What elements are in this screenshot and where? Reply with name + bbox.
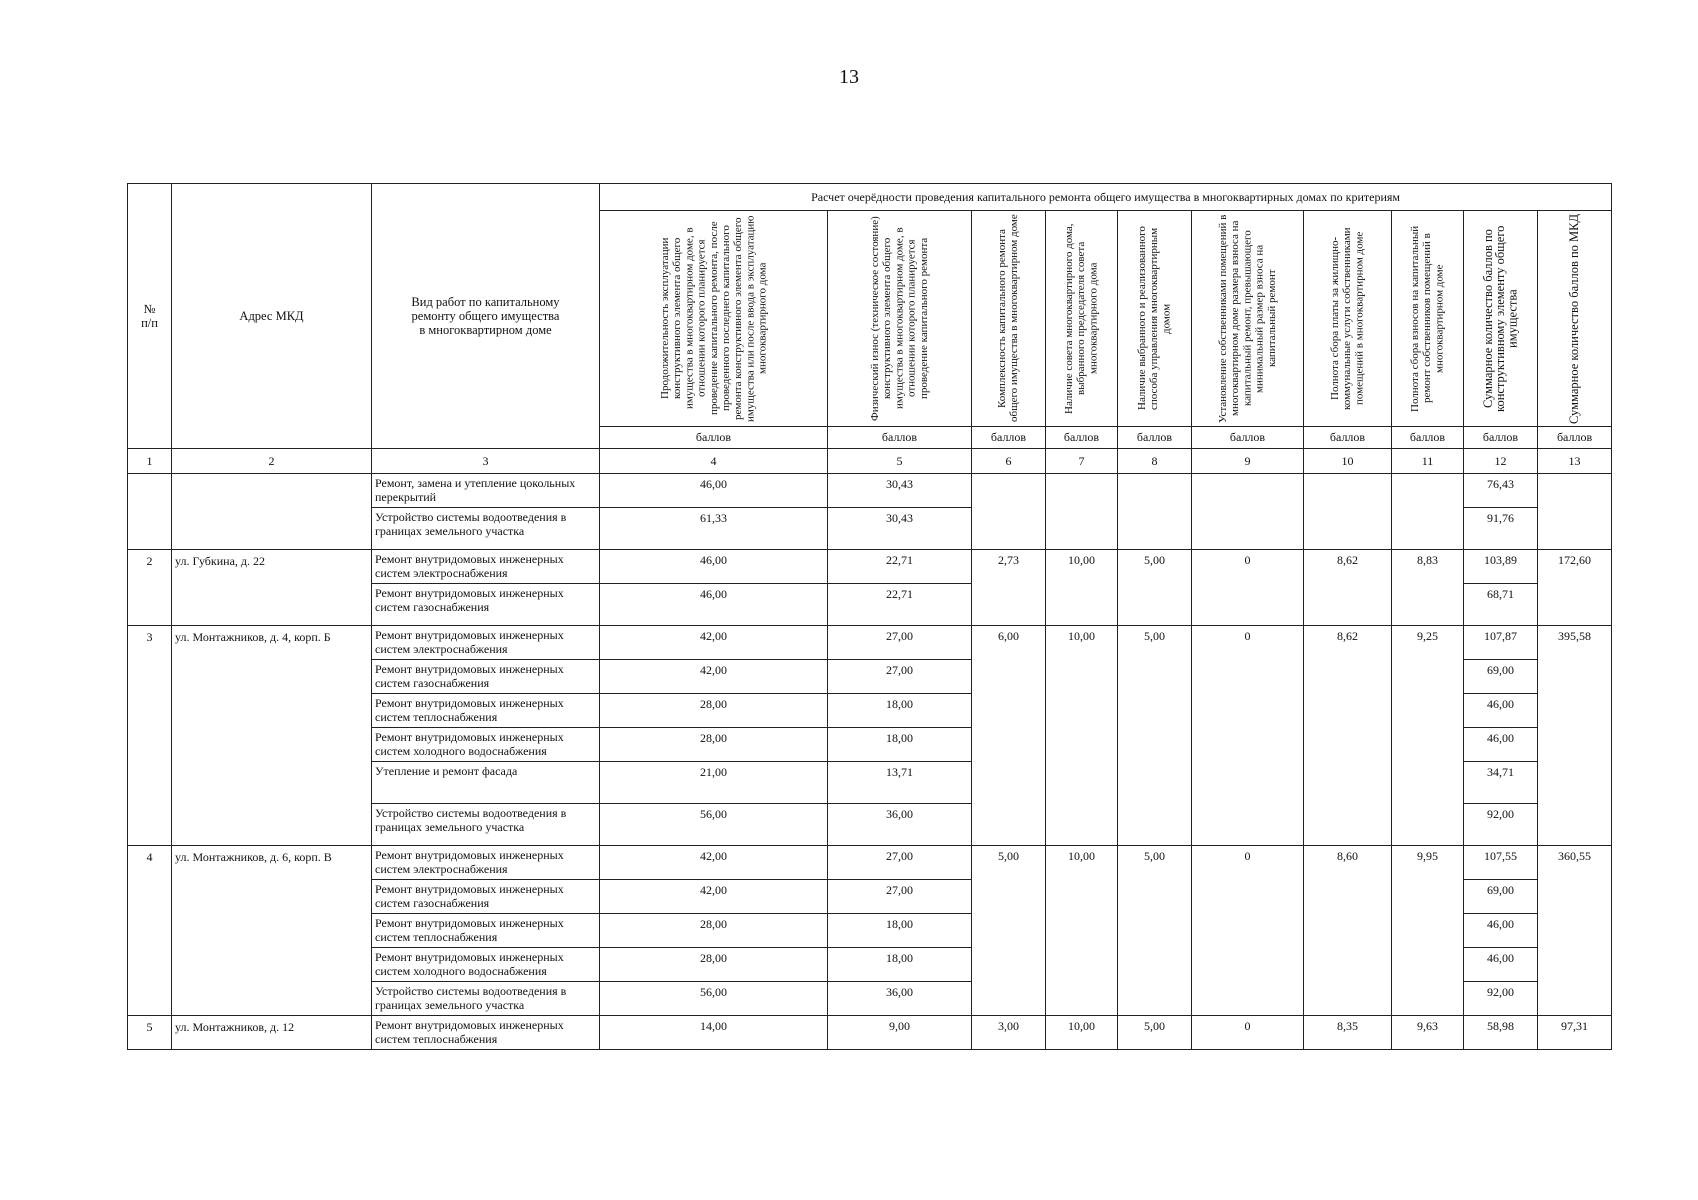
score-council bbox=[1046, 982, 1118, 1016]
column-number: 12 bbox=[1464, 449, 1538, 474]
score-element-total: 68,71 bbox=[1464, 584, 1538, 626]
score-council bbox=[1046, 474, 1118, 508]
score-building-total bbox=[1538, 694, 1612, 728]
score-contrib bbox=[1392, 694, 1464, 728]
score-building-total bbox=[1538, 880, 1612, 914]
score-council: 10,00 bbox=[1046, 626, 1118, 660]
table-row bbox=[128, 914, 1612, 948]
table-row bbox=[128, 982, 1612, 1016]
criterion-header-7 bbox=[1046, 211, 1118, 427]
criterion-label: Установление собственниками помещений в многоквартирном доме размера взноса на капитальный ремонт, превышающего минимальный размер взноса на капитальный ремонт bbox=[1216, 214, 1278, 423]
score-complexity bbox=[972, 804, 1046, 846]
row-number: 3 bbox=[128, 626, 172, 660]
row-work-type: Ремонт внутридомовых инженерных систем газоснабжения bbox=[372, 584, 600, 626]
score-building-total bbox=[1538, 982, 1612, 1016]
criterion-label: Полнота сбора взносов на капитальный ремонт собственников помещений в многоквартирном доме bbox=[1409, 225, 1446, 412]
criterion-label: Наличие выбранного и реализованного способа управления многоквартирным домом bbox=[1136, 226, 1173, 411]
score-management bbox=[1118, 508, 1192, 550]
score-fee bbox=[1192, 584, 1304, 626]
score-management: 5,00 bbox=[1118, 550, 1192, 584]
score-building-total bbox=[1538, 948, 1612, 982]
score-wear: 27,00 bbox=[828, 660, 972, 694]
score-element-total: 92,00 bbox=[1464, 804, 1538, 846]
table-row bbox=[128, 1016, 1612, 1050]
score-wear: 18,00 bbox=[828, 914, 972, 948]
score-building-total: 395,58 bbox=[1538, 626, 1612, 660]
score-wear: 30,43 bbox=[828, 474, 972, 508]
score-council: 10,00 bbox=[1046, 846, 1118, 880]
col-num-header bbox=[128, 184, 172, 449]
score-contrib bbox=[1392, 508, 1464, 550]
page-number: 13 bbox=[839, 66, 859, 88]
score-management bbox=[1118, 584, 1192, 626]
unit-cell: баллов bbox=[1118, 427, 1192, 449]
table-row bbox=[128, 880, 1612, 914]
score-payment bbox=[1304, 660, 1392, 694]
row-number bbox=[128, 914, 172, 948]
score-element-total: 107,87 bbox=[1464, 626, 1538, 660]
score-payment: 8,35 bbox=[1304, 1016, 1392, 1050]
column-number: 5 bbox=[828, 449, 972, 474]
row-number bbox=[128, 728, 172, 762]
score-contrib: 8,83 bbox=[1392, 550, 1464, 584]
score-council bbox=[1046, 728, 1118, 762]
column-number: 6 bbox=[972, 449, 1046, 474]
score-complexity bbox=[972, 728, 1046, 762]
row-address bbox=[172, 982, 372, 1016]
score-wear: 9,00 bbox=[828, 1016, 972, 1050]
score-element-total: 76,43 bbox=[1464, 474, 1538, 508]
score-element-total: 34,71 bbox=[1464, 762, 1538, 804]
score-management bbox=[1118, 804, 1192, 846]
column-number: 11 bbox=[1392, 449, 1464, 474]
score-duration: 61,33 bbox=[600, 508, 828, 550]
table-row bbox=[128, 846, 1612, 880]
score-building-total bbox=[1538, 474, 1612, 508]
criterion-header-4 bbox=[600, 211, 828, 427]
score-contrib bbox=[1392, 914, 1464, 948]
unit-cell: баллов bbox=[1046, 427, 1118, 449]
criterion-label: Физический износ (техническое состояние) конструктивного элемента общего имущества в многоквартирном доме, в отношении которого планируется проведение капитального ремонта bbox=[868, 216, 930, 421]
row-number: 5 bbox=[128, 1016, 172, 1050]
criterion-header-5 bbox=[828, 211, 972, 427]
score-complexity bbox=[972, 508, 1046, 550]
score-payment bbox=[1304, 728, 1392, 762]
score-council bbox=[1046, 948, 1118, 982]
score-contrib bbox=[1392, 660, 1464, 694]
score-wear: 22,71 bbox=[828, 584, 972, 626]
score-duration: 42,00 bbox=[600, 846, 828, 880]
score-contrib bbox=[1392, 880, 1464, 914]
col-address-label: Адрес МКД bbox=[239, 309, 304, 323]
criteria-group-title: Расчет очерёдности проведения капитального ремонта общего имущества в многоквартирных домах по критериям bbox=[600, 184, 1612, 211]
score-wear: 36,00 bbox=[828, 982, 972, 1016]
score-fee bbox=[1192, 728, 1304, 762]
score-contrib bbox=[1392, 762, 1464, 804]
score-element-total: 46,00 bbox=[1464, 694, 1538, 728]
column-number: 8 bbox=[1118, 449, 1192, 474]
row-address: ул. Монтажников, д. 4, корп. Б bbox=[172, 626, 372, 660]
score-payment bbox=[1304, 762, 1392, 804]
score-wear: 30,43 bbox=[828, 508, 972, 550]
row-address bbox=[172, 948, 372, 982]
score-fee bbox=[1192, 914, 1304, 948]
score-wear: 36,00 bbox=[828, 804, 972, 846]
score-fee: 0 bbox=[1192, 550, 1304, 584]
score-building-total bbox=[1538, 660, 1612, 694]
table-row bbox=[128, 626, 1612, 660]
score-contrib: 9,95 bbox=[1392, 846, 1464, 880]
score-management: 5,00 bbox=[1118, 626, 1192, 660]
criterion-label: Суммарное количество баллов по конструктивному элементу общего имущества bbox=[1481, 225, 1520, 412]
row-address bbox=[172, 508, 372, 550]
column-number: 9 bbox=[1192, 449, 1304, 474]
score-element-total: 46,00 bbox=[1464, 728, 1538, 762]
table-row bbox=[128, 584, 1612, 626]
score-management bbox=[1118, 728, 1192, 762]
score-payment bbox=[1304, 694, 1392, 728]
row-number bbox=[128, 762, 172, 804]
score-wear: 13,71 bbox=[828, 762, 972, 804]
score-council bbox=[1046, 584, 1118, 626]
row-work-type: Ремонт внутридомовых инженерных систем теплоснабжения bbox=[372, 694, 600, 728]
score-fee: 0 bbox=[1192, 626, 1304, 660]
score-contrib bbox=[1392, 948, 1464, 982]
score-payment bbox=[1304, 474, 1392, 508]
score-payment: 8,62 bbox=[1304, 550, 1392, 584]
row-number bbox=[128, 880, 172, 914]
score-council: 10,00 bbox=[1046, 550, 1118, 584]
score-duration: 14,00 bbox=[600, 1016, 828, 1050]
column-number: 13 bbox=[1538, 449, 1612, 474]
score-duration: 28,00 bbox=[600, 948, 828, 982]
table-row bbox=[128, 508, 1612, 550]
row-number bbox=[128, 804, 172, 846]
row-work-type: Ремонт, замена и утепление цокольных перекрытий bbox=[372, 474, 600, 508]
score-building-total: 97,31 bbox=[1538, 1016, 1612, 1050]
score-contrib bbox=[1392, 982, 1464, 1016]
row-address bbox=[172, 660, 372, 694]
table-row bbox=[128, 804, 1612, 846]
score-duration: 56,00 bbox=[600, 804, 828, 846]
table-row bbox=[128, 948, 1612, 982]
score-duration: 28,00 bbox=[600, 694, 828, 728]
row-address bbox=[172, 694, 372, 728]
score-complexity bbox=[972, 982, 1046, 1016]
unit-cell: баллов bbox=[1392, 427, 1464, 449]
score-complexity: 5,00 bbox=[972, 846, 1046, 880]
score-contrib: 9,63 bbox=[1392, 1016, 1464, 1050]
score-fee bbox=[1192, 694, 1304, 728]
row-number bbox=[128, 694, 172, 728]
score-council bbox=[1046, 762, 1118, 804]
score-duration: 46,00 bbox=[600, 474, 828, 508]
score-fee: 0 bbox=[1192, 1016, 1304, 1050]
table-row bbox=[128, 474, 1612, 508]
score-payment bbox=[1304, 948, 1392, 982]
table-row bbox=[128, 694, 1612, 728]
unit-cell: баллов bbox=[1464, 427, 1538, 449]
score-duration: 56,00 bbox=[600, 982, 828, 1016]
score-council bbox=[1046, 914, 1118, 948]
criterion-header-13 bbox=[1538, 211, 1612, 427]
unit-cell: баллов bbox=[972, 427, 1046, 449]
score-wear: 22,71 bbox=[828, 550, 972, 584]
row-work-type: Устройство системы водоотведения в границах земельного участка bbox=[372, 982, 600, 1016]
score-duration: 42,00 bbox=[600, 626, 828, 660]
row-address: ул. Монтажников, д. 6, корп. В bbox=[172, 846, 372, 880]
score-management bbox=[1118, 982, 1192, 1016]
column-number: 2 bbox=[172, 449, 372, 474]
score-fee bbox=[1192, 880, 1304, 914]
score-council bbox=[1046, 508, 1118, 550]
unit-cell: баллов bbox=[600, 427, 828, 449]
row-number bbox=[128, 982, 172, 1016]
row-work-type: Ремонт внутридомовых инженерных систем теплоснабжения bbox=[372, 914, 600, 948]
unit-cell: баллов bbox=[1192, 427, 1304, 449]
score-management bbox=[1118, 660, 1192, 694]
row-work-type: Ремонт внутридомовых инженерных систем холодного водоснабжения bbox=[372, 948, 600, 982]
score-element-total: 103,89 bbox=[1464, 550, 1538, 584]
score-building-total bbox=[1538, 762, 1612, 804]
score-building-total: 360,55 bbox=[1538, 846, 1612, 880]
score-contrib: 9,25 bbox=[1392, 626, 1464, 660]
score-payment bbox=[1304, 914, 1392, 948]
score-fee bbox=[1192, 762, 1304, 804]
score-complexity bbox=[972, 584, 1046, 626]
score-complexity bbox=[972, 694, 1046, 728]
row-number bbox=[128, 948, 172, 982]
score-management bbox=[1118, 914, 1192, 948]
score-element-total: 46,00 bbox=[1464, 914, 1538, 948]
row-address: ул. Монтажников, д. 12 bbox=[172, 1016, 372, 1050]
score-duration: 21,00 bbox=[600, 762, 828, 804]
column-number: 1 bbox=[128, 449, 172, 474]
score-contrib bbox=[1392, 474, 1464, 508]
score-management bbox=[1118, 474, 1192, 508]
score-wear: 27,00 bbox=[828, 846, 972, 880]
criterion-header-12 bbox=[1464, 211, 1538, 427]
criterion-header-6 bbox=[972, 211, 1046, 427]
score-management: 5,00 bbox=[1118, 846, 1192, 880]
table-row bbox=[128, 550, 1612, 584]
col-work-label: Вид работ по капитальному ремонту общего имущества в многоквартирном доме bbox=[411, 295, 560, 337]
score-duration: 28,00 bbox=[600, 728, 828, 762]
row-work-type: Ремонт внутридомовых инженерных систем электроснабжения bbox=[372, 626, 600, 660]
row-work-type: Устройство системы водоотведения в границах земельного участка bbox=[372, 508, 600, 550]
column-number: 3 bbox=[372, 449, 600, 474]
row-work-type: Ремонт внутридомовых инженерных систем холодного водоснабжения bbox=[372, 728, 600, 762]
score-payment bbox=[1304, 804, 1392, 846]
score-element-total: 46,00 bbox=[1464, 948, 1538, 982]
score-complexity bbox=[972, 474, 1046, 508]
row-number bbox=[128, 474, 172, 508]
row-address bbox=[172, 474, 372, 508]
row-address bbox=[172, 728, 372, 762]
criterion-header-9 bbox=[1192, 211, 1304, 427]
score-building-total bbox=[1538, 728, 1612, 762]
row-number bbox=[128, 508, 172, 550]
score-wear: 18,00 bbox=[828, 694, 972, 728]
criterion-label: Комплексность капитального ремонта общего имущества в многоквартирном доме bbox=[996, 214, 1021, 423]
score-contrib bbox=[1392, 728, 1464, 762]
row-number bbox=[128, 660, 172, 694]
row-address bbox=[172, 880, 372, 914]
score-management bbox=[1118, 880, 1192, 914]
unit-cell: баллов bbox=[828, 427, 972, 449]
row-work-type: Утепление и ремонт фасада bbox=[372, 762, 600, 804]
row-number bbox=[128, 584, 172, 626]
score-duration: 42,00 bbox=[600, 660, 828, 694]
score-fee bbox=[1192, 508, 1304, 550]
score-duration: 46,00 bbox=[600, 584, 828, 626]
table-row bbox=[128, 728, 1612, 762]
score-wear: 18,00 bbox=[828, 728, 972, 762]
score-complexity bbox=[972, 762, 1046, 804]
unit-cell: баллов bbox=[1304, 427, 1392, 449]
row-work-type: Устройство системы водоотведения в границах земельного участка bbox=[372, 804, 600, 846]
score-fee bbox=[1192, 948, 1304, 982]
score-management bbox=[1118, 762, 1192, 804]
score-element-total: 107,55 bbox=[1464, 846, 1538, 880]
criterion-label: Полнота сбора платы за жилищно-коммунальные услуги собственниками помещений в многоквартирном доме bbox=[1329, 227, 1366, 410]
score-duration: 28,00 bbox=[600, 914, 828, 948]
score-council bbox=[1046, 694, 1118, 728]
criterion-label: Суммарное количество баллов по МКД bbox=[1567, 213, 1582, 424]
score-fee bbox=[1192, 804, 1304, 846]
score-element-total: 92,00 bbox=[1464, 982, 1538, 1016]
criterion-label: Продолжительность эксплуатации конструктивного элемента общего имущества в многоквартирном доме, в отношении которого планируется проведение капитального ремонта, после проведенного последнего капитального ремонта конструктивного элемента общего имущества или после ввода в эксплуатацию многоквартирного дома bbox=[658, 215, 769, 422]
score-building-total bbox=[1538, 804, 1612, 846]
score-wear: 27,00 bbox=[828, 626, 972, 660]
col-num-label: № п/п bbox=[141, 302, 158, 330]
row-work-type: Ремонт внутридомовых инженерных систем электроснабжения bbox=[372, 550, 600, 584]
score-payment: 8,62 bbox=[1304, 626, 1392, 660]
score-complexity bbox=[972, 914, 1046, 948]
row-address: ул. Губкина, д. 22 bbox=[172, 550, 372, 584]
score-payment bbox=[1304, 880, 1392, 914]
score-building-total bbox=[1538, 584, 1612, 626]
score-payment: 8,60 bbox=[1304, 846, 1392, 880]
score-complexity bbox=[972, 948, 1046, 982]
row-work-type: Ремонт внутридомовых инженерных систем электроснабжения bbox=[372, 846, 600, 880]
score-building-total bbox=[1538, 508, 1612, 550]
score-wear: 18,00 bbox=[828, 948, 972, 982]
score-element-total: 69,00 bbox=[1464, 880, 1538, 914]
score-fee: 0 bbox=[1192, 846, 1304, 880]
criterion-label: Наличие совета многоквартирного дома, выбранного председателя совета многоквартирного дома bbox=[1063, 223, 1100, 414]
priority-table bbox=[127, 183, 1612, 1050]
score-council bbox=[1046, 880, 1118, 914]
column-number: 7 bbox=[1046, 449, 1118, 474]
table-row bbox=[128, 660, 1612, 694]
table-row bbox=[128, 762, 1612, 804]
row-work-type: Ремонт внутридомовых инженерных систем газоснабжения bbox=[372, 660, 600, 694]
score-council: 10,00 bbox=[1046, 1016, 1118, 1050]
score-duration: 42,00 bbox=[600, 880, 828, 914]
score-duration: 46,00 bbox=[600, 550, 828, 584]
criterion-header-10 bbox=[1304, 211, 1392, 427]
score-contrib bbox=[1392, 804, 1464, 846]
criterion-header-8 bbox=[1118, 211, 1192, 427]
score-payment bbox=[1304, 982, 1392, 1016]
score-council bbox=[1046, 804, 1118, 846]
row-address bbox=[172, 804, 372, 846]
score-contrib bbox=[1392, 584, 1464, 626]
col-work-header bbox=[372, 184, 600, 449]
column-number: 4 bbox=[600, 449, 828, 474]
score-element-total: 69,00 bbox=[1464, 660, 1538, 694]
score-complexity bbox=[972, 660, 1046, 694]
score-management: 5,00 bbox=[1118, 1016, 1192, 1050]
col-address-header bbox=[172, 184, 372, 449]
score-building-total: 172,60 bbox=[1538, 550, 1612, 584]
score-management bbox=[1118, 948, 1192, 982]
score-element-total: 58,98 bbox=[1464, 1016, 1538, 1050]
unit-cell: баллов bbox=[1538, 427, 1612, 449]
score-complexity bbox=[972, 880, 1046, 914]
score-fee bbox=[1192, 982, 1304, 1016]
score-element-total: 91,76 bbox=[1464, 508, 1538, 550]
row-number: 2 bbox=[128, 550, 172, 584]
score-complexity: 3,00 bbox=[972, 1016, 1046, 1050]
row-address bbox=[172, 584, 372, 626]
score-wear: 27,00 bbox=[828, 880, 972, 914]
score-fee bbox=[1192, 474, 1304, 508]
score-council bbox=[1046, 660, 1118, 694]
row-number: 4 bbox=[128, 846, 172, 880]
row-address bbox=[172, 762, 372, 804]
column-number: 10 bbox=[1304, 449, 1392, 474]
score-building-total bbox=[1538, 914, 1612, 948]
score-complexity: 6,00 bbox=[972, 626, 1046, 660]
score-payment bbox=[1304, 584, 1392, 626]
score-payment bbox=[1304, 508, 1392, 550]
row-work-type: Ремонт внутридомовых инженерных систем теплоснабжения bbox=[372, 1016, 600, 1050]
criterion-header-11 bbox=[1392, 211, 1464, 427]
row-address bbox=[172, 914, 372, 948]
score-complexity: 2,73 bbox=[972, 550, 1046, 584]
row-work-type: Ремонт внутридомовых инженерных систем газоснабжения bbox=[372, 880, 600, 914]
score-fee bbox=[1192, 660, 1304, 694]
score-management bbox=[1118, 694, 1192, 728]
